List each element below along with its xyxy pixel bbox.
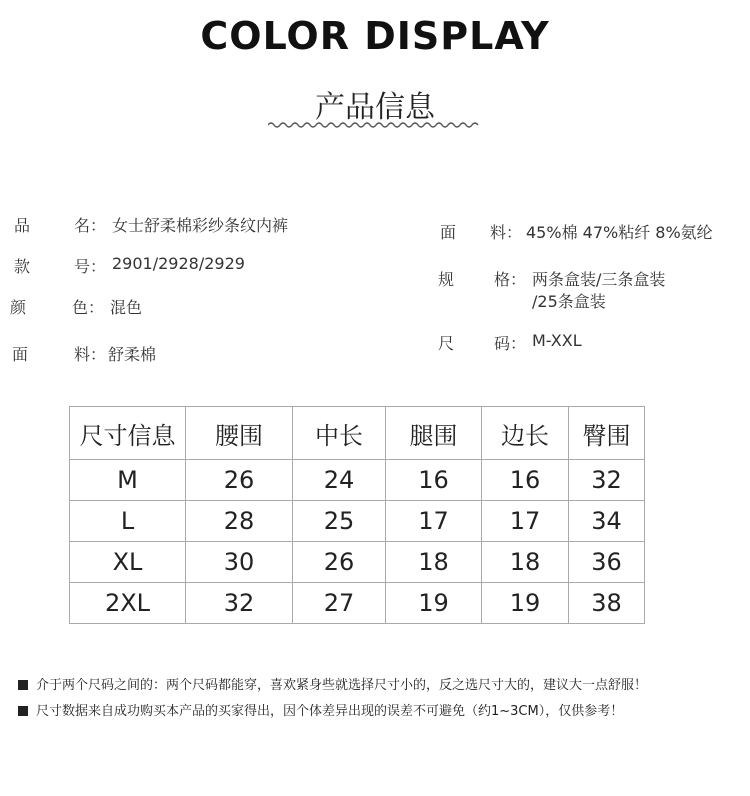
table-cell: 18: [386, 542, 482, 583]
info-label: 规: [438, 270, 455, 289]
info-label: 款: [14, 257, 31, 276]
table-cell: 19: [482, 583, 569, 624]
table-cell: 28: [186, 501, 293, 542]
table-cell: 17: [482, 501, 569, 542]
table-cell: 36: [569, 542, 645, 583]
info-value: 女士舒柔棉彩纱条纹内裤: [112, 216, 289, 235]
info-value-line2: /25条盒装: [532, 292, 606, 311]
table-header-cell: 腿围: [386, 407, 482, 460]
size-table: [69, 406, 645, 624]
info-label: 格：: [494, 270, 527, 289]
info-value: 舒柔棉: [108, 345, 157, 364]
info-label: 料：: [490, 223, 523, 242]
table-cell: 16: [386, 460, 482, 501]
info-label: 品: [14, 216, 31, 235]
info-value: 混色: [110, 298, 143, 317]
table-cell: 32: [569, 460, 645, 501]
info-value: 45%棉 47%粘纤 8%氨纶: [526, 223, 713, 242]
info-label: 料：: [74, 345, 107, 364]
table-header-cell: 尺寸信息: [70, 407, 186, 460]
info-value: 两条盒装/三条盒装: [532, 270, 666, 289]
table-header-cell: 臀围: [569, 407, 645, 460]
info-value: M-XXL: [532, 331, 582, 350]
table-cell: 19: [386, 583, 482, 624]
table-header-cell: 边长: [482, 407, 569, 460]
table-row: [70, 583, 645, 624]
table-cell: 2XL: [70, 583, 186, 624]
table-header-cell: 腰围: [186, 407, 293, 460]
note-size-advice: [18, 674, 647, 693]
bullet-square-icon: [18, 706, 28, 716]
table-cell: 24: [293, 460, 386, 501]
table-cell: 26: [293, 542, 386, 583]
table-cell: 16: [482, 460, 569, 501]
note-text: 介于两个尺码之间的：两个尺码都能穿，喜欢紧身些就选择尺寸小的，反之选尺寸大的，建议大一点舒服！: [36, 678, 648, 693]
info-label: 号：: [74, 257, 107, 276]
table-cell: 38: [569, 583, 645, 624]
wave-divider: [268, 120, 482, 130]
title-product-info: 产品信息: [315, 90, 435, 125]
table-header-cell: 中长: [293, 407, 386, 460]
info-label: 色：: [72, 298, 105, 317]
table-cell: 34: [569, 501, 645, 542]
table-row: [70, 542, 645, 583]
title-color-display: COLOR DISPLAY: [200, 14, 550, 58]
info-label: 面: [12, 345, 29, 364]
table-cell: L: [70, 501, 186, 542]
note-size-disclaimer: [18, 700, 623, 719]
info-label: 面: [440, 223, 457, 242]
table-header-row: [70, 407, 645, 460]
table-cell: M: [70, 460, 186, 501]
table-cell: 27: [293, 583, 386, 624]
info-value: 2901/2928/2929: [112, 254, 245, 273]
table-cell: 18: [482, 542, 569, 583]
bullet-square-icon: [18, 680, 28, 690]
info-label: 尺: [438, 334, 455, 353]
table-cell: 25: [293, 501, 386, 542]
info-label: 名：: [74, 216, 107, 235]
table-cell: 30: [186, 542, 293, 583]
table-cell: 26: [186, 460, 293, 501]
table-cell: 17: [386, 501, 482, 542]
info-label: 颜: [10, 298, 27, 317]
table-cell: XL: [70, 542, 186, 583]
table-row: [70, 501, 645, 542]
info-label: 码：: [494, 334, 527, 353]
table-row: [70, 460, 645, 501]
note-text: 尺寸数据来自成功购买本产品的买家得出，因个体差异出现的误差不可避免（约1~3CM），仅供参考！: [36, 704, 624, 719]
table-cell: 32: [186, 583, 293, 624]
